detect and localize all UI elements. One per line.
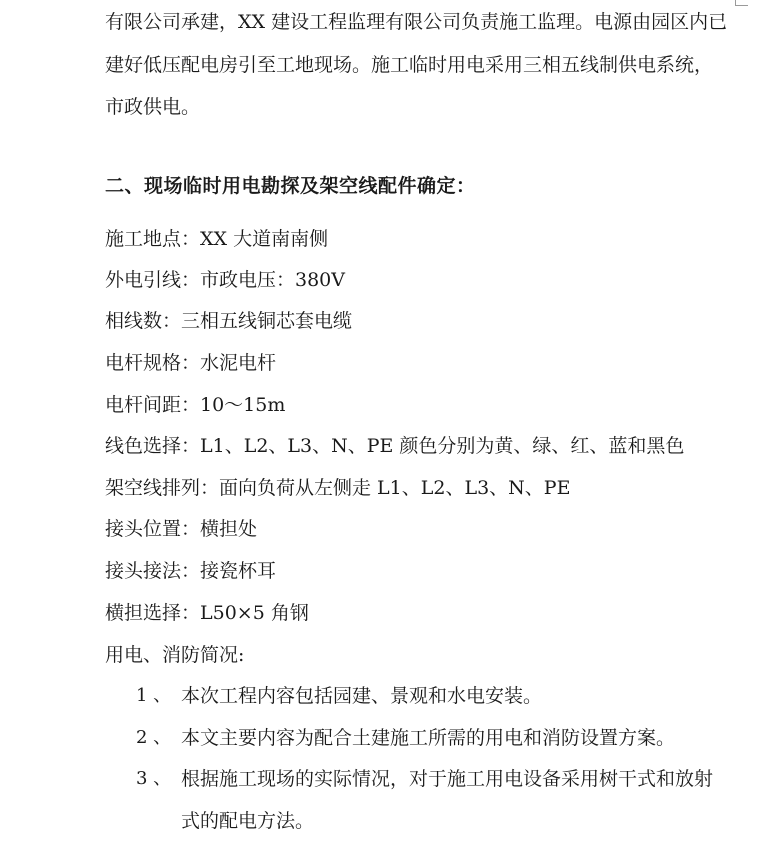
- list-item-2-number: 2 、: [136, 727, 172, 748]
- spec-site-location: 施工地点：XX 大道南南侧: [105, 228, 329, 250]
- spec-phase-count: 相线数：三相五线铜芯套电缆: [105, 310, 353, 332]
- spec-overview-heading: 用电、消防简况:: [105, 644, 245, 666]
- list-item-2-text: 本文主要内容为配合土建施工所需的用电和消防设置方案。: [181, 727, 676, 749]
- intro-line-2: 建好低压配电房引至工地现场。施工临时用电采用三相五线制供电系统，: [105, 54, 714, 76]
- spec-crossarm: 横担选择：L50×5 角钢: [105, 602, 309, 624]
- spec-pole-type: 电杆规格：水泥电杆: [105, 352, 277, 374]
- section-heading: 二、现场临时用电勘探及架空线配件确定：: [105, 175, 476, 197]
- list-item-3-text-line-2: 式的配电方法。: [181, 810, 315, 832]
- intro-line-3: 市政供电。: [105, 96, 201, 118]
- list-item-1-text: 本次工程内容包括园建、景观和水电安装。: [181, 685, 543, 707]
- page-corner-mark: [735, 0, 748, 6]
- spec-pole-spacing: 电杆间距：10～15m: [105, 394, 286, 416]
- spec-joint-method: 接头接法：接瓷杯耳: [105, 560, 277, 582]
- list-item-3-number: 3 、: [136, 768, 172, 789]
- intro-line-1: 有限公司承建，XX 建设工程监理有限公司负责施工监理。电源由园区内已: [105, 11, 728, 33]
- list-item-3-text-line-1: 根据施工现场的实际情况，对于施工用电设备采用树干式和放射: [181, 768, 714, 790]
- list-item-1-number: 1 、: [136, 685, 172, 706]
- spec-wire-colors: 线色选择：L1、L2、L3、N、PE 颜色分别为黄、绿、红、蓝和黑色: [105, 435, 685, 457]
- spec-external-line: 外电引线：市政电压：380V: [105, 269, 345, 291]
- spec-joint-position: 接头位置：横担处: [105, 518, 258, 540]
- spec-line-arrangement: 架空线排列：面向负荷从左侧走 L1、L2、L3、N、PE: [105, 477, 571, 499]
